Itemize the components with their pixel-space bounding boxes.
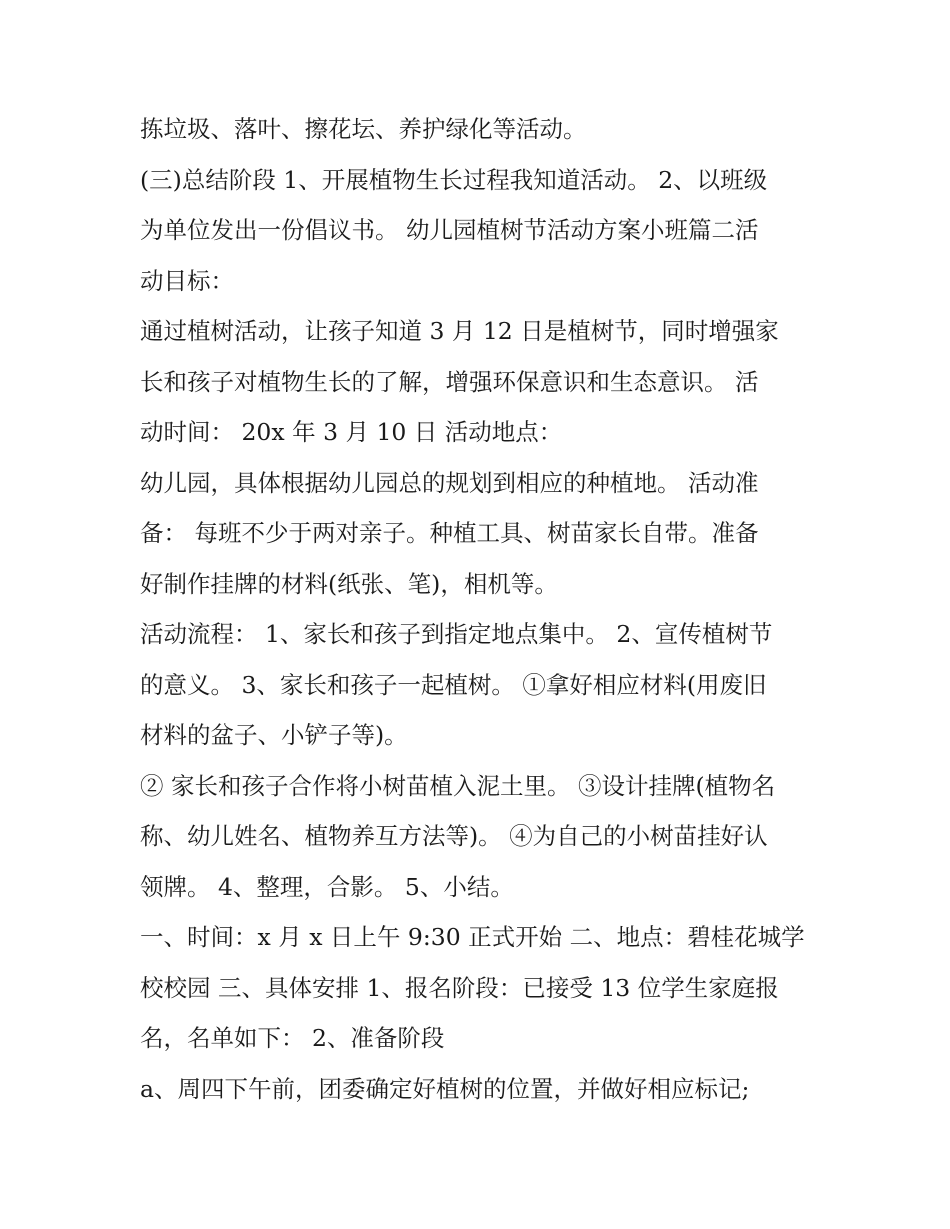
text-line: 拣垃圾、落叶、擦花坛、养护绿化等活动。: [140, 115, 587, 143]
text-line: 备： 每班不少于两对亲子。种植工具、树苗家长自带。准备: [140, 519, 759, 547]
text-line: 活动流程： 1、家长和孩子到指定地点集中。 2、宣传植树节: [140, 620, 773, 648]
paragraph-4: [140, 458, 820, 610]
document-body: [140, 104, 820, 1114]
paragraph-5: [140, 609, 820, 761]
paragraph-3: [140, 306, 820, 458]
text-line: 领牌。 4、整理，合影。 5、小结。: [140, 872, 514, 901]
text-line: 为单位发出一份倡议书。 幼儿园植树节活动方案小班篇二活: [140, 216, 759, 244]
text-line: 动时间： 20x 年 3 月 10 日 活动地点：: [140, 418, 563, 446]
paragraph-6: [140, 761, 820, 913]
paragraph-7: [140, 912, 820, 1064]
text-line: 通过植树活动，让孩子知道 3 月 12 日是植树节，同时增强家: [140, 317, 779, 345]
text-line: 动目标：: [140, 266, 234, 295]
text-line: 一、时间：x 月 x 日上午 9:30 正式开始 二、地点：碧桂花城学: [140, 923, 805, 951]
text-line: 的意义。 3、家长和孩子一起植树。 ①拿好相应材料(用废旧: [140, 670, 767, 699]
text-line: a、周四下午前，团委确定好植树的位置，并做好相应标记;: [140, 1074, 750, 1103]
text-line: 材料的盆子、小铲子等)。: [140, 721, 408, 749]
paragraph-8: [140, 1064, 820, 1115]
text-line: 名，名单如下： 2、准备阶段: [140, 1024, 445, 1052]
paragraph-1: [140, 104, 820, 155]
text-line: 称、幼儿姓名、植物养互方法等)。 ④为自己的小树苗挂好认: [140, 822, 768, 850]
text-line: (三)总结阶段 1、开展植物生长过程我知道活动。 2、以班级: [140, 165, 768, 194]
text-line: ② 家长和孩子合作将小树苗植入泥土里。 ③设计挂牌(植物名: [140, 771, 776, 800]
paragraph-2: [140, 155, 820, 307]
text-line: 好制作挂牌的材料(纸张、笔)，相机等。: [140, 569, 558, 598]
text-line: 长和孩子对植物生长的了解，增强环保意识和生态意识。 活: [140, 367, 759, 396]
text-line: 校校园 三、具体安排 1、报名阶段：已接受 13 位学生家庭报: [140, 973, 779, 1002]
text-line: 幼儿园，具体根据幼儿园总的规划到相应的种植地。 活动准: [140, 468, 759, 497]
